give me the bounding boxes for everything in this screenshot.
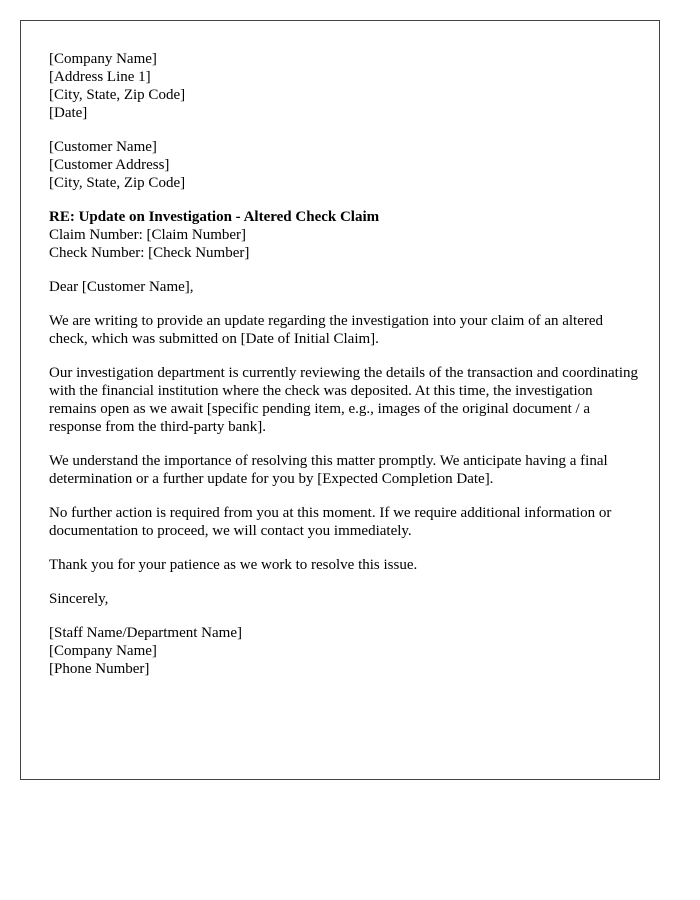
body-paragraph-1: We are writing to provide an update regarding the investigation into your claim of an altered check, which was submitted on [Date of Initial Claim]. xyxy=(49,313,604,347)
body-paragraph-2: Our investigation department is currently reviewing the details of the transaction and coordinating with the financial institution where the check was deposited. At this time, the investigation remains open as we await [specific pending item, e.g., images of the original document / a response from the third-party bank]. xyxy=(49,365,638,435)
salutation: Dear [Customer Name], xyxy=(49,279,194,295)
sender-block xyxy=(49,50,639,122)
check-number: Check Number: [Check Number] xyxy=(49,245,250,261)
sender-address: [Address Line 1] xyxy=(49,69,151,85)
recipient-block xyxy=(49,138,639,192)
recipient-address: [Customer Address] xyxy=(49,157,170,173)
body-paragraph-5: Thank you for your patience as we work to resolve this issue. xyxy=(49,557,418,573)
sender-city-state-zip: [City, State, Zip Code] xyxy=(49,87,186,103)
closing: Sincerely, xyxy=(49,591,109,607)
body-paragraph-3: We understand the importance of resolving this matter promptly. We anticipate having a final determination or a further update for you by [Expected Completion Date]. xyxy=(49,453,608,487)
claim-number: Claim Number: [Claim Number] xyxy=(49,227,247,243)
signature-phone: [Phone Number] xyxy=(49,661,150,677)
signature-block xyxy=(49,624,639,678)
subject-line: RE: Update on Investigation - Altered Check Claim xyxy=(49,209,380,225)
recipient-city-state-zip: [City, State, Zip Code] xyxy=(49,175,186,191)
signature-staff: [Staff Name/Department Name] xyxy=(49,625,242,641)
sender-company: [Company Name] xyxy=(49,51,157,67)
letter-date: [Date] xyxy=(49,105,88,121)
signature-company: [Company Name] xyxy=(49,643,157,659)
subject-block xyxy=(49,208,639,262)
letter-page xyxy=(20,20,660,780)
recipient-name: [Customer Name] xyxy=(49,139,157,155)
body-paragraph-4: No further action is required from you at this moment. If we require additional information or documentation to proceed, we will contact you immediately. xyxy=(49,505,612,539)
letter-content xyxy=(49,50,639,694)
